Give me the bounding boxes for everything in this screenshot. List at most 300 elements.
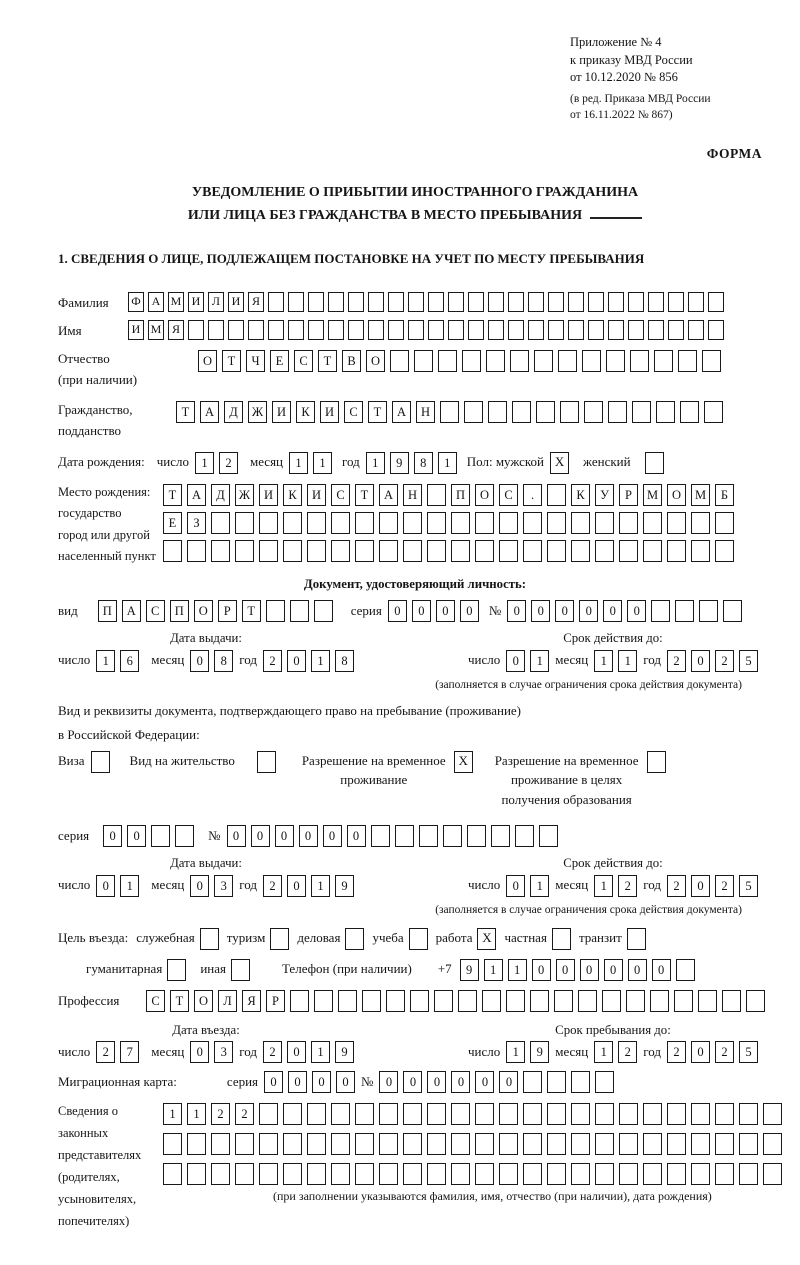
char-cell[interactable]: А: [187, 484, 206, 506]
char-cell[interactable]: 2: [667, 1041, 686, 1063]
char-cell[interactable]: 2: [96, 1041, 115, 1063]
char-cell[interactable]: [554, 990, 573, 1012]
char-cell[interactable]: 0: [652, 959, 671, 981]
char-cell[interactable]: [151, 825, 170, 847]
char-cell[interactable]: [188, 320, 204, 340]
char-cell[interactable]: [211, 1133, 230, 1155]
char-cell[interactable]: [307, 1133, 326, 1155]
char-cell[interactable]: [338, 990, 357, 1012]
char-cell[interactable]: [528, 292, 544, 312]
char-cell[interactable]: [702, 350, 721, 372]
char-cell[interactable]: О: [194, 600, 213, 622]
char-cell[interactable]: С: [331, 484, 350, 506]
purpose-other-checkbox[interactable]: [231, 959, 250, 981]
char-cell[interactable]: 0: [603, 600, 622, 622]
char-cell[interactable]: [388, 292, 404, 312]
doc-kind-cells[interactable]: [98, 600, 333, 622]
representatives-cells-row1[interactable]: [163, 1103, 782, 1125]
char-cell[interactable]: [547, 540, 566, 562]
char-cell[interactable]: [595, 540, 614, 562]
identity-valid-day-cells[interactable]: [506, 650, 549, 672]
char-cell[interactable]: [648, 292, 664, 312]
char-cell[interactable]: [395, 825, 414, 847]
birth-place-cells-row2[interactable]: [163, 512, 734, 534]
char-cell[interactable]: 1: [618, 650, 637, 672]
representatives-cells-row2[interactable]: [163, 1133, 782, 1155]
char-cell[interactable]: И: [307, 484, 326, 506]
char-cell[interactable]: 2: [667, 650, 686, 672]
char-cell[interactable]: С: [344, 401, 363, 423]
profession-cells[interactable]: [146, 990, 765, 1012]
char-cell[interactable]: Д: [211, 484, 230, 506]
char-cell[interactable]: [571, 1133, 590, 1155]
char-cell[interactable]: 1: [313, 452, 332, 474]
char-cell[interactable]: 0: [190, 875, 209, 897]
char-cell[interactable]: [667, 540, 686, 562]
char-cell[interactable]: [691, 540, 710, 562]
migration-number-cells[interactable]: [379, 1071, 614, 1093]
char-cell[interactable]: [547, 1071, 566, 1093]
char-cell[interactable]: [488, 401, 507, 423]
char-cell[interactable]: [451, 512, 470, 534]
migration-series-cells[interactable]: [264, 1071, 355, 1093]
char-cell[interactable]: [283, 1103, 302, 1125]
char-cell[interactable]: [491, 825, 510, 847]
char-cell[interactable]: И: [320, 401, 339, 423]
char-cell[interactable]: 2: [618, 875, 637, 897]
char-cell[interactable]: 0: [627, 600, 646, 622]
doc-series-cells[interactable]: [388, 600, 479, 622]
char-cell[interactable]: И: [128, 320, 144, 340]
char-cell[interactable]: 0: [287, 650, 306, 672]
char-cell[interactable]: 0: [507, 600, 526, 622]
char-cell[interactable]: 1: [594, 1041, 613, 1063]
char-cell[interactable]: 0: [579, 600, 598, 622]
char-cell[interactable]: [283, 1133, 302, 1155]
char-cell[interactable]: 0: [604, 959, 623, 981]
char-cell[interactable]: [763, 1163, 782, 1185]
char-cell[interactable]: [451, 1163, 470, 1185]
sex-male-checkbox[interactable]: X: [550, 452, 569, 474]
char-cell[interactable]: 1: [195, 452, 214, 474]
char-cell[interactable]: 1: [530, 650, 549, 672]
char-cell[interactable]: 2: [667, 875, 686, 897]
patronymic-cells[interactable]: [198, 350, 721, 372]
char-cell[interactable]: [475, 512, 494, 534]
char-cell[interactable]: [468, 292, 484, 312]
char-cell[interactable]: З: [187, 512, 206, 534]
char-cell[interactable]: [619, 1163, 638, 1185]
char-cell[interactable]: 0: [427, 1071, 446, 1093]
char-cell[interactable]: [508, 320, 524, 340]
char-cell[interactable]: [523, 1071, 542, 1093]
char-cell[interactable]: [379, 1103, 398, 1125]
char-cell[interactable]: 0: [299, 825, 318, 847]
char-cell[interactable]: [266, 600, 285, 622]
char-cell[interactable]: [547, 1103, 566, 1125]
char-cell[interactable]: 0: [532, 959, 551, 981]
char-cell[interactable]: [723, 600, 742, 622]
char-cell[interactable]: [571, 512, 590, 534]
char-cell[interactable]: [499, 1133, 518, 1155]
char-cell[interactable]: [547, 512, 566, 534]
char-cell[interactable]: [595, 512, 614, 534]
char-cell[interactable]: 1: [163, 1103, 182, 1125]
char-cell[interactable]: Е: [163, 512, 182, 534]
char-cell[interactable]: 0: [691, 650, 710, 672]
char-cell[interactable]: [355, 1133, 374, 1155]
char-cell[interactable]: [643, 540, 662, 562]
char-cell[interactable]: [699, 600, 718, 622]
char-cell[interactable]: [523, 512, 542, 534]
char-cell[interactable]: [602, 990, 621, 1012]
char-cell[interactable]: Н: [403, 484, 422, 506]
char-cell[interactable]: [390, 350, 409, 372]
char-cell[interactable]: 0: [287, 1041, 306, 1063]
char-cell[interactable]: [548, 292, 564, 312]
char-cell[interactable]: [464, 401, 483, 423]
char-cell[interactable]: [259, 540, 278, 562]
char-cell[interactable]: [290, 990, 309, 1012]
char-cell[interactable]: [715, 1163, 734, 1185]
char-cell[interactable]: [308, 320, 324, 340]
identity-valid-month-cells[interactable]: [594, 650, 637, 672]
char-cell[interactable]: [307, 1163, 326, 1185]
char-cell[interactable]: Т: [163, 484, 182, 506]
char-cell[interactable]: [628, 292, 644, 312]
char-cell[interactable]: [448, 292, 464, 312]
char-cell[interactable]: Л: [218, 990, 237, 1012]
char-cell[interactable]: 3: [214, 1041, 233, 1063]
char-cell[interactable]: [403, 1103, 422, 1125]
char-cell[interactable]: [588, 320, 604, 340]
char-cell[interactable]: 1: [120, 875, 139, 897]
char-cell[interactable]: 0: [506, 650, 525, 672]
char-cell[interactable]: [739, 1133, 758, 1155]
purpose-business-checkbox[interactable]: [345, 928, 364, 950]
residence-valid-day-cells[interactable]: [506, 875, 549, 897]
char-cell[interactable]: [506, 990, 525, 1012]
char-cell[interactable]: [651, 600, 670, 622]
char-cell[interactable]: [379, 1163, 398, 1185]
purpose-transit-checkbox[interactable]: [627, 928, 646, 950]
char-cell[interactable]: [427, 1103, 446, 1125]
stay-month-cells[interactable]: [594, 1041, 637, 1063]
char-cell[interactable]: [571, 1071, 590, 1093]
char-cell[interactable]: 2: [263, 875, 282, 897]
char-cell[interactable]: [523, 1103, 542, 1125]
char-cell[interactable]: [667, 512, 686, 534]
char-cell[interactable]: [307, 1103, 326, 1125]
char-cell[interactable]: [355, 1103, 374, 1125]
birth-year-cells[interactable]: [366, 452, 457, 474]
char-cell[interactable]: 1: [506, 1041, 525, 1063]
char-cell[interactable]: 2: [263, 650, 282, 672]
char-cell[interactable]: 1: [366, 452, 385, 474]
char-cell[interactable]: 1: [484, 959, 503, 981]
char-cell[interactable]: [667, 1103, 686, 1125]
char-cell[interactable]: [510, 350, 529, 372]
char-cell[interactable]: 3: [214, 875, 233, 897]
char-cell[interactable]: 1: [438, 452, 457, 474]
char-cell[interactable]: [235, 1163, 254, 1185]
char-cell[interactable]: [691, 1103, 710, 1125]
char-cell[interactable]: [379, 1133, 398, 1155]
char-cell[interactable]: [163, 1163, 182, 1185]
char-cell[interactable]: [482, 990, 501, 1012]
char-cell[interactable]: [288, 292, 304, 312]
char-cell[interactable]: Д: [224, 401, 243, 423]
char-cell[interactable]: И: [259, 484, 278, 506]
char-cell[interactable]: [331, 512, 350, 534]
char-cell[interactable]: М: [168, 292, 184, 312]
char-cell[interactable]: [763, 1133, 782, 1155]
char-cell[interactable]: [451, 1133, 470, 1155]
char-cell[interactable]: [288, 320, 304, 340]
char-cell[interactable]: 0: [628, 959, 647, 981]
char-cell[interactable]: [163, 1133, 182, 1155]
char-cell[interactable]: [536, 401, 555, 423]
identity-issue-month-cells[interactable]: [190, 650, 233, 672]
char-cell[interactable]: 1: [311, 1041, 330, 1063]
birth-place-cells-row1[interactable]: [163, 484, 734, 506]
char-cell[interactable]: [403, 1163, 422, 1185]
char-cell[interactable]: 2: [219, 452, 238, 474]
char-cell[interactable]: [403, 512, 422, 534]
char-cell[interactable]: [331, 1163, 350, 1185]
char-cell[interactable]: [259, 1133, 278, 1155]
char-cell[interactable]: [547, 1133, 566, 1155]
char-cell[interactable]: [427, 1163, 446, 1185]
char-cell[interactable]: Т: [318, 350, 337, 372]
visa-checkbox[interactable]: [91, 751, 110, 773]
char-cell[interactable]: М: [691, 484, 710, 506]
char-cell[interactable]: [208, 320, 224, 340]
char-cell[interactable]: П: [170, 600, 189, 622]
char-cell[interactable]: [626, 990, 645, 1012]
char-cell[interactable]: [451, 540, 470, 562]
char-cell[interactable]: И: [272, 401, 291, 423]
char-cell[interactable]: [428, 292, 444, 312]
char-cell[interactable]: [691, 1133, 710, 1155]
char-cell[interactable]: [175, 825, 194, 847]
char-cell[interactable]: [468, 320, 484, 340]
representatives-cells-row3[interactable]: [163, 1163, 782, 1185]
char-cell[interactable]: [608, 292, 624, 312]
char-cell[interactable]: Т: [242, 600, 261, 622]
residence-issue-year-cells[interactable]: [263, 875, 354, 897]
sex-female-checkbox[interactable]: [645, 452, 664, 474]
char-cell[interactable]: 0: [190, 650, 209, 672]
char-cell[interactable]: [499, 540, 518, 562]
char-cell[interactable]: 2: [715, 1041, 734, 1063]
char-cell[interactable]: [331, 540, 350, 562]
purpose-study-checkbox[interactable]: [409, 928, 428, 950]
char-cell[interactable]: 0: [475, 1071, 494, 1093]
char-cell[interactable]: [739, 1103, 758, 1125]
char-cell[interactable]: 0: [190, 1041, 209, 1063]
char-cell[interactable]: [368, 292, 384, 312]
char-cell[interactable]: 0: [227, 825, 246, 847]
char-cell[interactable]: [512, 401, 531, 423]
char-cell[interactable]: Ж: [235, 484, 254, 506]
char-cell[interactable]: [307, 512, 326, 534]
char-cell[interactable]: 1: [594, 650, 613, 672]
char-cell[interactable]: О: [194, 990, 213, 1012]
purpose-work-checkbox[interactable]: X: [477, 928, 496, 950]
char-cell[interactable]: [548, 320, 564, 340]
char-cell[interactable]: [643, 1133, 662, 1155]
char-cell[interactable]: [499, 512, 518, 534]
char-cell[interactable]: Л: [208, 292, 224, 312]
char-cell[interactable]: [386, 990, 405, 1012]
char-cell[interactable]: [676, 959, 695, 981]
purpose-humanitarian-checkbox[interactable]: [167, 959, 186, 981]
char-cell[interactable]: [314, 600, 333, 622]
char-cell[interactable]: [408, 292, 424, 312]
surname-cells[interactable]: [128, 292, 724, 312]
char-cell[interactable]: [259, 512, 278, 534]
char-cell[interactable]: И: [188, 292, 204, 312]
char-cell[interactable]: [427, 540, 446, 562]
char-cell[interactable]: 0: [460, 600, 479, 622]
char-cell[interactable]: [355, 540, 374, 562]
char-cell[interactable]: [414, 350, 433, 372]
char-cell[interactable]: 0: [436, 600, 455, 622]
char-cell[interactable]: 0: [336, 1071, 355, 1093]
char-cell[interactable]: 0: [347, 825, 366, 847]
birth-month-cells[interactable]: [289, 452, 332, 474]
char-cell[interactable]: [408, 320, 424, 340]
char-cell[interactable]: Б: [715, 484, 734, 506]
char-cell[interactable]: [355, 512, 374, 534]
residence-valid-year-cells[interactable]: [667, 875, 758, 897]
char-cell[interactable]: 8: [414, 452, 433, 474]
char-cell[interactable]: [571, 1103, 590, 1125]
char-cell[interactable]: 0: [127, 825, 146, 847]
char-cell[interactable]: [595, 1071, 614, 1093]
char-cell[interactable]: [211, 1163, 230, 1185]
char-cell[interactable]: [434, 990, 453, 1012]
char-cell[interactable]: [438, 350, 457, 372]
char-cell[interactable]: 0: [412, 600, 431, 622]
residence-valid-month-cells[interactable]: [594, 875, 637, 897]
char-cell[interactable]: 0: [691, 1041, 710, 1063]
char-cell[interactable]: 8: [214, 650, 233, 672]
char-cell[interactable]: [331, 1133, 350, 1155]
char-cell[interactable]: 0: [556, 959, 575, 981]
char-cell[interactable]: [388, 320, 404, 340]
char-cell[interactable]: А: [392, 401, 411, 423]
char-cell[interactable]: [680, 401, 699, 423]
char-cell[interactable]: [708, 292, 724, 312]
residence-number-cells[interactable]: [227, 825, 558, 847]
char-cell[interactable]: [528, 320, 544, 340]
char-cell[interactable]: 1: [530, 875, 549, 897]
char-cell[interactable]: 9: [335, 1041, 354, 1063]
char-cell[interactable]: [283, 1163, 302, 1185]
char-cell[interactable]: [308, 292, 324, 312]
char-cell[interactable]: [290, 600, 309, 622]
char-cell[interactable]: 0: [451, 1071, 470, 1093]
char-cell[interactable]: [163, 540, 182, 562]
char-cell[interactable]: 5: [739, 650, 758, 672]
char-cell[interactable]: [715, 512, 734, 534]
char-cell[interactable]: С: [146, 600, 165, 622]
char-cell[interactable]: А: [148, 292, 164, 312]
char-cell[interactable]: [379, 512, 398, 534]
identity-valid-year-cells[interactable]: [667, 650, 758, 672]
char-cell[interactable]: [568, 292, 584, 312]
char-cell[interactable]: [675, 600, 694, 622]
char-cell[interactable]: [715, 1103, 734, 1125]
char-cell[interactable]: О: [366, 350, 385, 372]
identity-issue-year-cells[interactable]: [263, 650, 354, 672]
char-cell[interactable]: [307, 540, 326, 562]
char-cell[interactable]: [715, 540, 734, 562]
char-cell[interactable]: [427, 512, 446, 534]
residence-permit-checkbox[interactable]: [257, 751, 276, 773]
char-cell[interactable]: [427, 484, 446, 506]
char-cell[interactable]: [403, 1133, 422, 1155]
char-cell[interactable]: [530, 990, 549, 1012]
char-cell[interactable]: [355, 1163, 374, 1185]
char-cell[interactable]: [668, 292, 684, 312]
char-cell[interactable]: [632, 401, 651, 423]
char-cell[interactable]: [428, 320, 444, 340]
char-cell[interactable]: Ч: [246, 350, 265, 372]
entry-year-cells[interactable]: [263, 1041, 354, 1063]
char-cell[interactable]: [283, 512, 302, 534]
char-cell[interactable]: К: [296, 401, 315, 423]
char-cell[interactable]: 0: [499, 1071, 518, 1093]
char-cell[interactable]: [595, 1103, 614, 1125]
purpose-official-checkbox[interactable]: [200, 928, 219, 950]
purpose-tourism-checkbox[interactable]: [270, 928, 289, 950]
char-cell[interactable]: 0: [103, 825, 122, 847]
char-cell[interactable]: Н: [416, 401, 435, 423]
char-cell[interactable]: [187, 1133, 206, 1155]
char-cell[interactable]: [515, 825, 534, 847]
char-cell[interactable]: [582, 350, 601, 372]
char-cell[interactable]: [643, 1163, 662, 1185]
char-cell[interactable]: [668, 320, 684, 340]
char-cell[interactable]: [499, 1103, 518, 1125]
char-cell[interactable]: Т: [368, 401, 387, 423]
char-cell[interactable]: [704, 401, 723, 423]
citizenship-cells[interactable]: [176, 401, 723, 423]
char-cell[interactable]: [547, 1163, 566, 1185]
char-cell[interactable]: [475, 1163, 494, 1185]
char-cell[interactable]: [648, 320, 664, 340]
char-cell[interactable]: 5: [739, 875, 758, 897]
char-cell[interactable]: Т: [355, 484, 374, 506]
char-cell[interactable]: 1: [311, 875, 330, 897]
char-cell[interactable]: [427, 1133, 446, 1155]
char-cell[interactable]: [688, 292, 704, 312]
char-cell[interactable]: 0: [251, 825, 270, 847]
char-cell[interactable]: [691, 1163, 710, 1185]
char-cell[interactable]: [362, 990, 381, 1012]
char-cell[interactable]: [571, 540, 590, 562]
char-cell[interactable]: [643, 1103, 662, 1125]
char-cell[interactable]: Я: [248, 292, 264, 312]
char-cell[interactable]: [328, 292, 344, 312]
birth-day-cells[interactable]: [195, 452, 238, 474]
char-cell[interactable]: 7: [120, 1041, 139, 1063]
stay-year-cells[interactable]: [667, 1041, 758, 1063]
stay-day-cells[interactable]: [506, 1041, 549, 1063]
